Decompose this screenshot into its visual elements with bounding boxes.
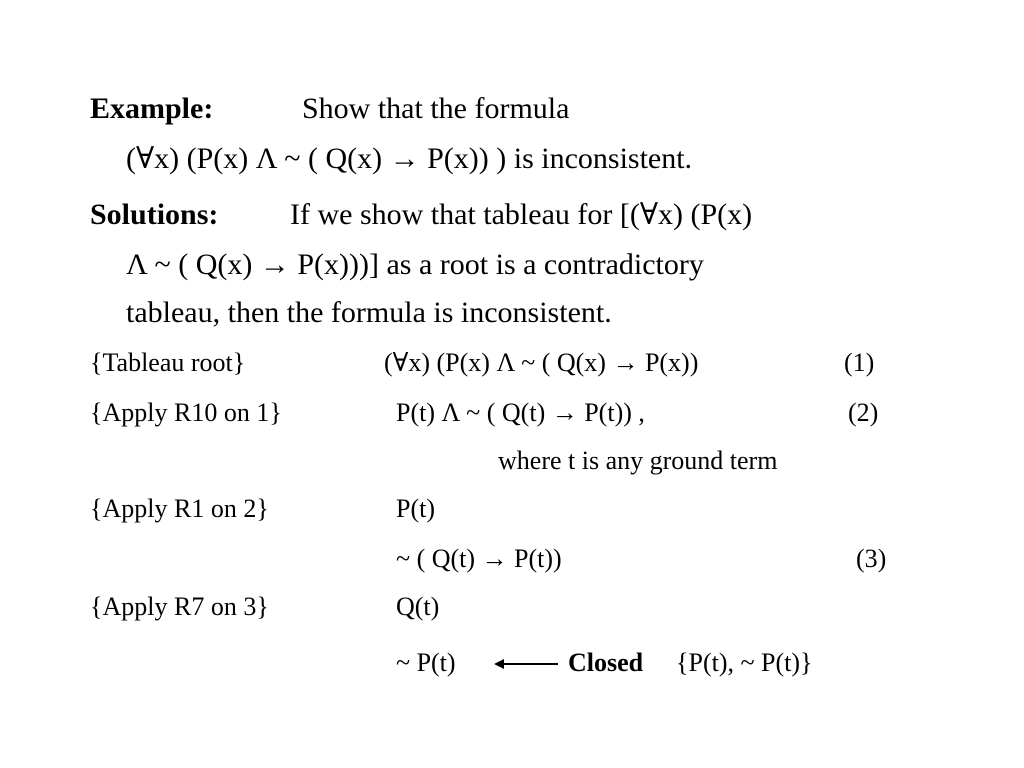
tableau-row-3-formula: P(t) (396, 494, 435, 523)
tableau-row-2-note: where t is any ground term (498, 446, 778, 475)
tableau-row-1-number: (1) (844, 348, 875, 377)
tableau-row-1-formula: (∀x) (P(x) Λ ~ ( Q(x) → P(x)) (384, 348, 699, 377)
tableau-row-5-rule: {Apply R7 on 3} (90, 592, 269, 621)
closed-set: {P(t), ~ P(t)} (676, 648, 813, 677)
solutions-line-3: tableau, then the formula is inconsistent. (126, 296, 612, 329)
solutions-line-1: If we show that tableau for [(∀x) (P(x) (290, 198, 753, 231)
example-label: Example: (90, 92, 214, 125)
solutions-label: Solutions: (90, 198, 219, 231)
example-line-2: (∀x) (P(x) Λ ~ ( Q(x) → P(x)) ) is inconsistent. (126, 142, 693, 175)
left-arrow-icon (492, 652, 562, 676)
closed-label: Closed (568, 648, 644, 677)
solutions-line-2: Λ ~ ( Q(x) → P(x)))] as a root is a contradictory (126, 248, 704, 281)
tableau-row-4-number: (3) (856, 544, 887, 573)
example-line-1: Show that the formula (302, 92, 570, 125)
tableau-row-3-rule: {Apply R1 on 2} (90, 494, 269, 523)
tableau-row-5-formula: Q(t) (396, 592, 440, 621)
tableau-row-2-rule: {Apply R10 on 1} (90, 398, 282, 427)
tableau-row-2-number: (2) (848, 398, 879, 427)
tableau-row-4-formula: ~ ( Q(t) → P(t)) (396, 544, 562, 573)
tableau-row-2-formula: P(t) Λ ~ ( Q(t) → P(t)) , (396, 398, 645, 427)
tableau-row-1-rule: {Tableau root} (90, 348, 246, 377)
tableau-row-6-formula: ~ P(t) (396, 648, 456, 677)
